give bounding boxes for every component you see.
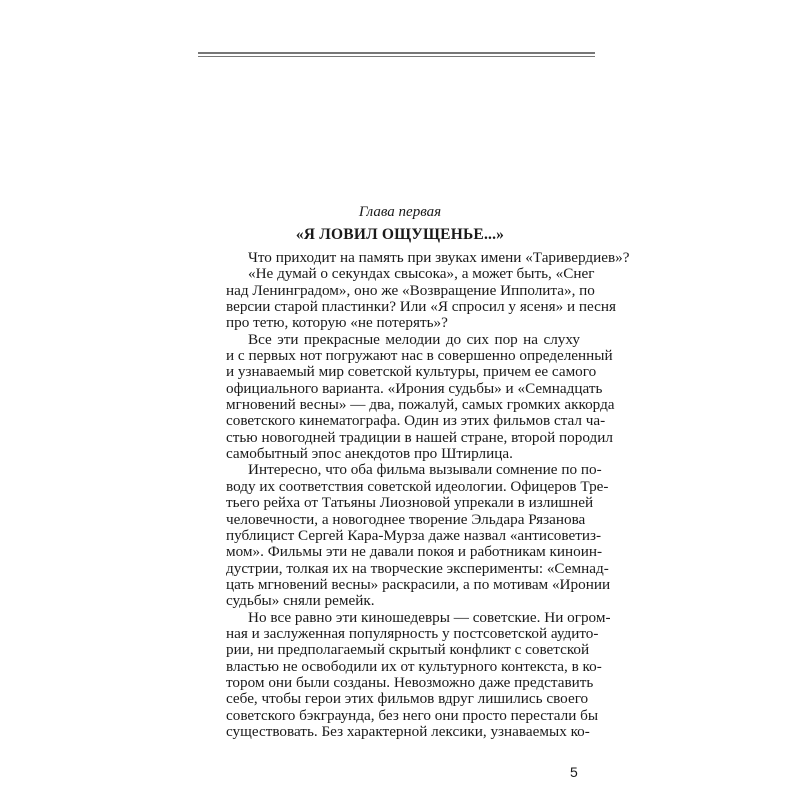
text-line: ная и заслуженная популярность у постсоветской аудито- [226,624,599,642]
text-line: Но все равно эти киношедевры — советские. Ни огром- [248,608,611,626]
chapter-label: Глава первая [358,204,442,220]
text-line: над Ленинградом», оно же «Возвращение Ипполита», по [226,281,595,299]
page-number: 5 [570,764,578,780]
text-line: советского кинематографа. Один из этих фильмов стал ча- [226,412,606,430]
text-line: дустрии, толкая их на творческие эксперименты: «Семнад- [226,559,609,577]
text-line: себе, чтобы герои этих фильмов вдруг лишились своего [226,690,589,708]
text-line: Что приходит на память при звуках имени «Таривердиев»? [248,249,630,266]
text-line: тором они были созданы. Невозможно даже представить [226,673,594,691]
text-line: властью не освободили их от культурного контекста, в ко- [226,657,602,675]
text-line: Все эти прекрасные мелодии до сих пор на слуху [248,330,580,348]
text-line: цать мгновений весны» раскрасили, а по мотивам «Иронии [226,575,611,593]
text-line: рии, ни предполагаемый скрытый конфликт с советской [226,641,590,659]
text-line: версии старой пластинки? Или «Я спросил у ясеня» и песня [226,298,616,316]
text-line: про тетю, которую «не потерять»? [226,314,448,332]
header-rule-bottom [198,56,595,58]
body-text [226,249,630,740]
text-line: и с первых нот погружают нас в совершенно определенный [226,347,613,365]
chapter-title: «Я ЛОВИЛ ОЩУЩЕНЬЕ...» [295,226,505,243]
text-line: «Не думай о секундах свысока», а может быть, «Снег [248,265,595,283]
text-line: судьбы» сняли ремейк. [226,592,375,610]
text-line: воду их соответствия советской идеологии. Офицеров Тре- [226,477,609,495]
text-line: публицист Сергей Кара-Мурза даже назвал «антисоветиз- [226,526,602,544]
text-line: мгновений весны» — два, пожалуй, самых громких аккорда [226,396,615,414]
text-line: существовать. Без характерной лексики, узнаваемых ко- [226,722,590,740]
text-line: Интересно, что оба фильма вызывали сомнение по по- [248,461,602,479]
text-line: советского бэкграунда, без него они просто перестали бы [226,706,599,724]
text-line: мом». Фильмы эти не давали покоя и работникам киноин- [226,543,603,561]
header-rule-top [198,52,595,54]
text-line: тьего рейха от Татьяны Лиозновой упрекали в излишней [226,494,594,512]
text-line: официального варианта. «Ирония судьбы» и «Семнадцать [226,379,603,397]
text-line: человечности, а новогоднее творение Эльдара Рязанова [226,510,586,528]
text-line: и узнаваемый мир советской культуры, причем ее самого [226,363,597,381]
text-line: самобытный эпос анекдотов про Штирлица. [226,445,513,463]
text-line: стью новогодней традиции в нашей стране, второй породил [226,428,613,446]
